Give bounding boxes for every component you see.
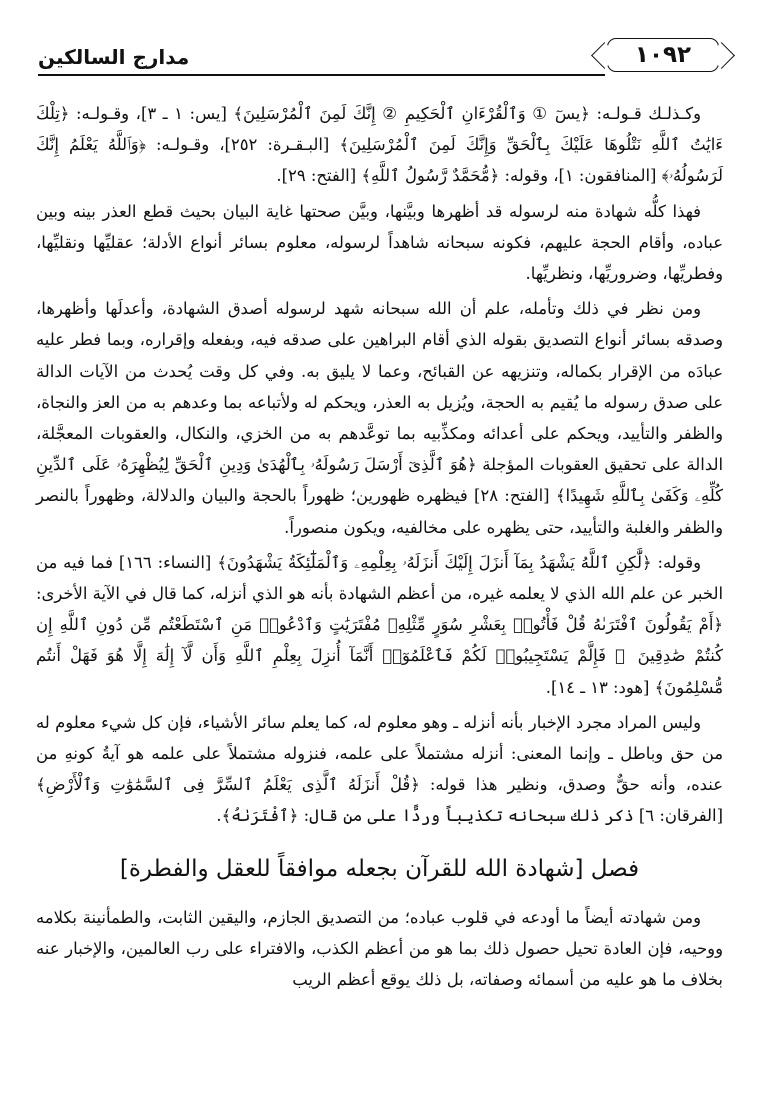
page-number-frame: [607, 38, 719, 72]
paragraph: ومن نظر في ذلك وتأمله، علم أن الله سبحانه شهد لرسوله أصدق الشهادة، وأعدلَها وأظهرها، وصدقه بسائر أنواع التصديق بقوله الذي أقام البراهين على صدقه فيه، وبفعله وإقراره، وبما فطر عليه عبادَه من الإقرار بكماله، وتنزيهه عن القبائح، وعما لا يليق به. وفي كل وقت يُحدث من الآيات الدالة على صدق رسوله ما يُقيم به الحجة، ويُزيل به العذر، ويحكم له ولأتباعه بما وعدهم به من العز والنجاة، والظفر والتأييد، ويحكم على أعدائه ومكذِّبيه بما توعَّدهم به من الخزي، والنكال، والعقوبات المعجَّلة، الدالة على تحقيق العقوبات المؤجلة ﴿هُوَ ٱلَّذِىٓ أَرْسَلَ رَسُولَهُۥ بِٱلْهُدَىٰ وَدِينِ ٱلْحَقِّ لِيُظْهِرَهُۥ عَلَى ٱلدِّينِ كُلِّهِۦ وَكَفَىٰ بِٱللَّهِ شَهِيدًا﴾ [الفتح: ٢٨] فيظهره ظهورين؛ ظهوراً بالحجة والبيان والدلالة، وظهوراً بالنصر والظفر والغلبة والتأييد، حتى يظهره على مخالفيه، ويكون منصوراً.: [36, 299, 723, 537]
frame-left-point: [591, 42, 618, 69]
page-body: [36, 98, 723, 999]
paragraph: وكـذلـك قـولـه: ﴿يسٓ ① وَٱلْقُرْءَانِ ٱلْحَكِيمِ ② إِنَّكَ لَمِنَ ٱلْمُرْسَلِينَ﴾ [يس: ١ ـ ٣]، وقـولـه: ﴿تِلْكَ ءَايَٰتُ ٱللَّهِ نَتْلُوهَا عَلَيْكَ بِٱلْحَقِّ وَإِنَّكَ لَمِنَ ٱلْمُرْسَلِينَ﴾ [البـقـرة: ٢٥٢]، وقـولـه: ﴿وَٱللَّهُ يَعْلَمُ إِنَّكَ لَرَسُولُهُۥ﴾ [المنافقون: ١]، وقوله: ﴿مُّحَمَّدٌ رَّسُولُ ٱللَّهِ﴾ [الفتح: ٢٩].: [36, 104, 723, 186]
page-header: [38, 36, 725, 80]
paragraph: وقوله: ﴿لَّٰكِنِ ٱللَّهُ يَشْهَدُ بِمَآ أَنزَلَ إِلَيْكَ أَنزَلَهُۥ بِعِلْمِهِۦ وَٱلْمَلَٰٓئِكَةُ يَشْهَدُونَ﴾ [النساء: ١٦٦] فما فيه من الخبر عن علم الله الذي لا يعلمه غيره، من أعظم الشهادة بأنه هو الذي أنزله، كما قال في الآية الأخرى: ﴿أَمْ يَقُولُونَ ٱفْتَرَىٰهُ قُلْ فَأْتُوا۟ بِعَشْرِ سُوَرٍ مِّثْلِهِۦ مُفْتَرَيَٰتٍ وَٱدْعُوا۟ مَنِ ٱسْتَطَعْتُم مِّن دُونِ ٱللَّهِ إِن كُنتُمْ صَٰدِقِينَ ⑬ فَإِلَّمْ يَسْتَجِيبُوا۟ لَكُمْ فَٱعْلَمُوٓا۟ أَنَّمَآ أُنزِلَ بِعِلْمِ ٱللَّهِ وَأَن لَّآ إِلَٰهَ إِلَّا هُوَ فَهَلْ أَنتُم مُّسْلِمُونَ﴾ [هود: ١٣ ـ ١٤].: [36, 552, 723, 697]
page-number: ١٠٩٢: [634, 42, 692, 68]
paragraph: وليس المراد مجرد الإخبار بأنه أنزله ـ وهو معلوم له، كما يعلم سائر الأشياء، فإن كل شيء معلوم له من حق وباطل ـ وإنما المعنى: أنزله مشتملاً على علمه، فنزوله مشتملاً على علمه هو آيةُ كونهِ من عنده، وأنه حقٌّ وصدق، ونظير هذا قوله: ﴿قُلْ أَنزَلَهُ ٱلَّذِى يَعْلَمُ ٱلسِّرَّ فِى ٱلسَّمَٰوَٰتِ وَٱلْأَرْضِ﴾ [الفرقان: ٦] ذكر ذلك سبحانه تكذيباً وردًّا على من قال: ﴿ٱفْتَرَىٰهُ﴾.: [36, 712, 723, 826]
paragraph: فهذا كلُّه شهادة منه لرسوله قد أظهرها وبيَّنها، وبيَّن صحتها غاية البيان بحيث قطع العذر بينه وبين عباده، وأقام الحجة عليهم، فكونه سبحانه شاهداً لرسوله، معلوم بسائر أنواع الأدلة؛ عقليِّها ونقليِّها، وفطريِّها، وضروريِّها، ونظريِّها.: [36, 201, 723, 284]
header-rule: [38, 74, 605, 76]
frame-right-point: [708, 42, 735, 69]
running-head: مدارج السالكين: [38, 45, 190, 69]
section-heading: فصل [شهادة الله للقرآن بجعله موافقاً للعقل والفطرة]: [119, 855, 640, 882]
paragraph: ومن شهادته أيضاً ما أودعه في قلوب عباده؛ من التصديق الجازم، واليقين الثابت، والطمأنينة بكلامه ووحيه، فإن العادة تحيل حصول ذلك بما هو من أعظم الكذب، والافتراء على رب العالمين، والإخبار عنه بخلاف ما هو عليه من أسمائه وصفاته، بل ذلك يوقع أعظم الريب: [36, 907, 723, 990]
